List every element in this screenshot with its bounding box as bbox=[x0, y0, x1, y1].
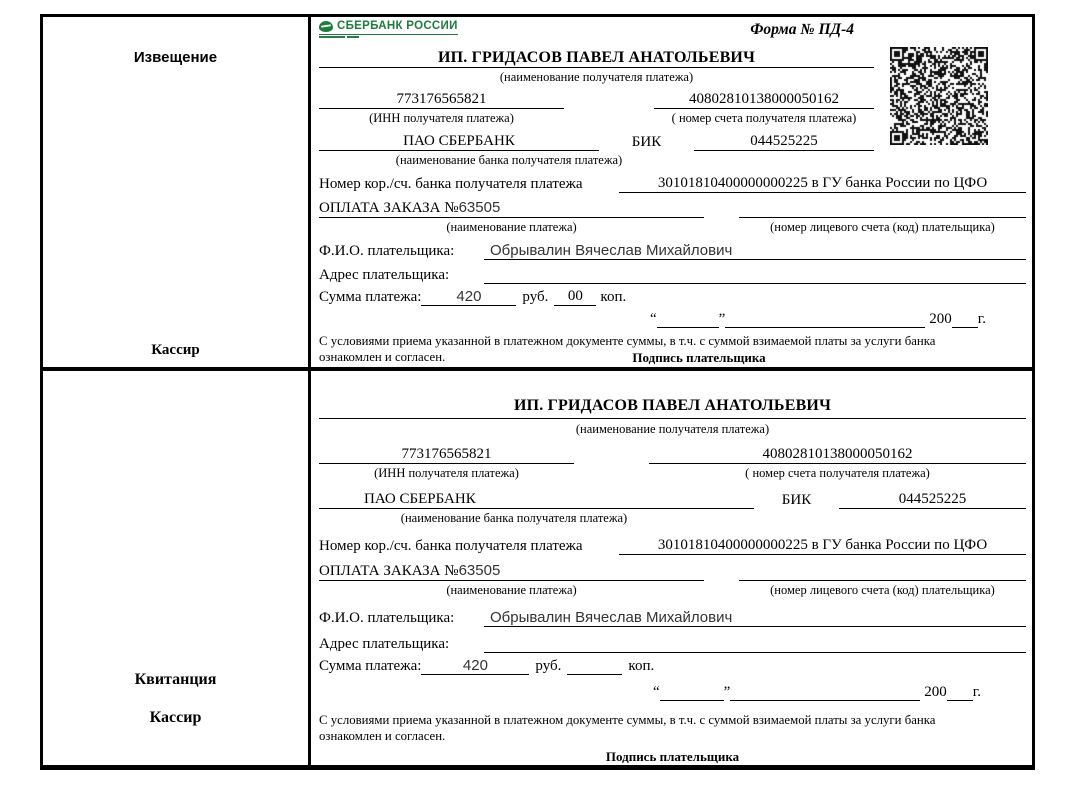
receipt-address-blank bbox=[484, 626, 1026, 653]
receipt-date-open-quote: “ bbox=[652, 684, 660, 701]
receipt-address-row bbox=[319, 627, 1026, 653]
receipt-corr-value: 30101810400000000225 в ГУ банка России по ЦФО bbox=[619, 537, 1026, 555]
notice-payment-captions-row bbox=[319, 218, 1026, 238]
notice-date-year-suffix: г. bbox=[977, 311, 986, 328]
notice-date-year-prefix: 200 bbox=[929, 311, 952, 328]
sberbank-logo-subtext bbox=[319, 36, 458, 38]
receipt-date-day-blank bbox=[660, 686, 724, 701]
notice-personal-account-caption: (номер лицевого счета (код) плательщика) bbox=[770, 219, 995, 234]
notice-fio-row bbox=[319, 237, 1026, 260]
notice-payment-name-row bbox=[319, 193, 1026, 217]
receipt-agreement-line2: ознакомлен и согласен. bbox=[319, 729, 446, 743]
sberbank-logo-text: СБЕРБАНК РОССИИ bbox=[337, 20, 458, 32]
notice-left-column bbox=[43, 17, 311, 371]
receipt-sum-label: Сумма платежа: bbox=[319, 658, 422, 675]
notice-agreement-line2: ознакомлен и согласен. bbox=[319, 350, 446, 365]
notice-bik-label: БИК bbox=[631, 134, 662, 151]
notice-date-close-quote: ” bbox=[718, 311, 726, 328]
notice-signature-label: Подпись плательщика bbox=[632, 350, 766, 366]
receipt-personal-account-caption: (номер лицевого счета (код) плательщика) bbox=[770, 583, 995, 598]
sberbank-logo-icon bbox=[319, 21, 333, 32]
notice-corr-value: 30101810400000000225 в ГУ банка России по ЦФО bbox=[619, 175, 1026, 193]
receipt-order-number: 63505 bbox=[458, 562, 501, 580]
notice-bik-value: 044525225 bbox=[694, 133, 874, 151]
notice-sum-kop-value: 00 bbox=[554, 288, 596, 306]
receipt-date-row bbox=[319, 675, 1026, 701]
notice-order-number: 63505 bbox=[458, 198, 501, 216]
notice-date-day-blank bbox=[657, 313, 719, 328]
receipt-kop-label: коп. bbox=[628, 658, 655, 675]
receipt-payee-caption: (наименование получателя платежа) bbox=[575, 421, 770, 436]
notice-fio-label: Ф.И.О. плательщика: bbox=[319, 243, 455, 260]
notice-address-row bbox=[319, 260, 1026, 283]
notice-date-year-blank bbox=[952, 313, 978, 328]
receipt-inn-account-row bbox=[319, 439, 1026, 464]
notice-account-value: 40802810138000050162 bbox=[654, 91, 874, 109]
notice-cashier-label: Кассир bbox=[151, 342, 200, 358]
notice-agreement-line2-row bbox=[319, 350, 1026, 367]
receipt-payment-caption: (наименование платежа) bbox=[446, 583, 577, 598]
notice-corr-label: Номер кор./сч. банка получателя платежа bbox=[319, 176, 583, 193]
notice-payment-name-prefix: ОПЛАТА ЗАКАЗА № bbox=[319, 199, 459, 216]
receipt-bank-name: ПАО СБЕРБАНК bbox=[319, 491, 754, 509]
notice-inn-account-row bbox=[319, 86, 874, 109]
receipt-personal-account-blank bbox=[739, 554, 1026, 581]
receipt-signature-label: Подпись плательщика bbox=[605, 748, 740, 764]
notice-fio-value: Обрывалин Вячеслав Михайлович bbox=[484, 242, 1026, 260]
notice-sum-rub-value: 420 bbox=[421, 288, 516, 306]
notice-rub-label: руб. bbox=[522, 288, 549, 305]
receipt-date-month-blank bbox=[730, 686, 920, 701]
receipt-corr-label: Номер кор./сч. банка получателя платежа bbox=[319, 538, 583, 555]
receipt-payment-captions-row bbox=[319, 581, 1026, 602]
notice-bank-name: ПАО СБЕРБАНК bbox=[319, 133, 599, 151]
notice-sum-row bbox=[319, 284, 1026, 306]
notice-date-row bbox=[319, 306, 1026, 328]
qr-code bbox=[890, 47, 988, 150]
receipt-sum-rub-value: 420 bbox=[421, 657, 529, 675]
notice-date-open-quote: “ bbox=[649, 311, 657, 328]
receipt-rub-label: руб. bbox=[535, 658, 562, 675]
notice-header-row bbox=[319, 21, 1026, 49]
receipt-bank-bik-row bbox=[319, 484, 1026, 510]
notice-personal-account-blank bbox=[739, 192, 1026, 217]
receipt-fio-value: Обрывалин Вячеслав Михайлович bbox=[484, 609, 1026, 627]
notice-body bbox=[311, 17, 1032, 371]
receipt-payment-name-row bbox=[319, 555, 1026, 581]
notice-bank-caption: (наименование банка получателя платежа) bbox=[395, 153, 623, 168]
receipt-fio-row bbox=[319, 602, 1026, 628]
receipt-date-year-prefix: 200 bbox=[924, 684, 947, 701]
receipt-account-caption: ( номер счета получателя платежа) bbox=[745, 465, 930, 480]
notice-agreement-line1: С условиями приема указанной в платежном документе суммы, в т.ч. с суммой взимаемой платы за услуги банка bbox=[319, 334, 936, 349]
receipt-bank-caption: (наименование банка получателя платежа) bbox=[400, 511, 628, 526]
receipt-sum-row bbox=[319, 653, 1026, 676]
receipt-date-year-suffix: г. bbox=[972, 684, 981, 701]
notice-section-label: Извещение bbox=[133, 49, 218, 66]
notice-address-label: Адрес плательщика: bbox=[319, 266, 450, 283]
notice-payment-name bbox=[319, 199, 704, 218]
receipt-body bbox=[311, 371, 1032, 765]
receipt-address-label: Адрес плательщика: bbox=[319, 635, 450, 652]
notice-date-month-blank bbox=[725, 313, 925, 328]
form-number-label: Форма № ПД-4 bbox=[750, 21, 854, 38]
receipt-fio-label: Ф.И.О. плательщика: bbox=[319, 610, 455, 627]
notice-address-blank bbox=[484, 259, 1026, 283]
receipt-section-label: Квитанция bbox=[134, 671, 217, 688]
receipt-bik-value: 044525225 bbox=[839, 491, 1026, 509]
notice-inn-account-captions bbox=[319, 109, 874, 127]
notice-kop-label: коп. bbox=[600, 288, 627, 305]
notice-bank-caption-row bbox=[319, 151, 874, 169]
notice-sum-label: Сумма платежа: bbox=[319, 288, 422, 305]
receipt-date-year-blank bbox=[947, 686, 973, 701]
receipt-inn-caption: (ИНН получателя платежа) bbox=[374, 465, 519, 480]
notice-payee-caption: (наименование получателя платежа) bbox=[499, 70, 694, 85]
notice-inn-caption: (ИНН получателя платежа) bbox=[369, 111, 514, 126]
notice-inn-value: 773176565821 bbox=[319, 91, 564, 109]
payment-form-pd4 bbox=[40, 14, 1035, 770]
notice-account-caption: ( номер счета получателя платежа) bbox=[671, 111, 857, 126]
receipt-inn-value: 773176565821 bbox=[319, 446, 574, 464]
receipt-bank-caption-row bbox=[319, 509, 1026, 529]
receipt-corr-row bbox=[319, 529, 1026, 556]
receipt-payee-name: ИП. ГРИДАСОВ ПАВЕЛ АНАТОЛЬЕВИЧ bbox=[319, 397, 1026, 419]
receipt-inn-account-captions bbox=[319, 464, 1026, 484]
sberbank-logo bbox=[319, 21, 458, 38]
receipt-date-close-quote: ” bbox=[723, 684, 731, 701]
receipt-agreement-line1: С условиями приема указанной в платежном документе суммы, в т.ч. с суммой взимаемой платы за услуги банка bbox=[319, 713, 936, 728]
receipt-cashier-label: Кассир bbox=[149, 709, 202, 726]
notice-payment-caption: (наименование платежа) bbox=[446, 219, 577, 234]
receipt-payment-name bbox=[319, 562, 704, 581]
notice-corr-row bbox=[319, 169, 1026, 193]
receipt-payment-name-prefix: ОПЛАТА ЗАКАЗА № bbox=[319, 563, 459, 580]
notice-bank-bik-row bbox=[319, 127, 874, 151]
notice-payee-name: ИП. ГРИДАСОВ ПАВЕЛ АНАТОЛЬЕВИЧ bbox=[319, 49, 874, 69]
receipt-bik-label: БИК bbox=[781, 492, 812, 509]
receipt-account-value: 40802810138000050162 bbox=[649, 446, 1026, 464]
receipt-left-column bbox=[43, 371, 311, 765]
